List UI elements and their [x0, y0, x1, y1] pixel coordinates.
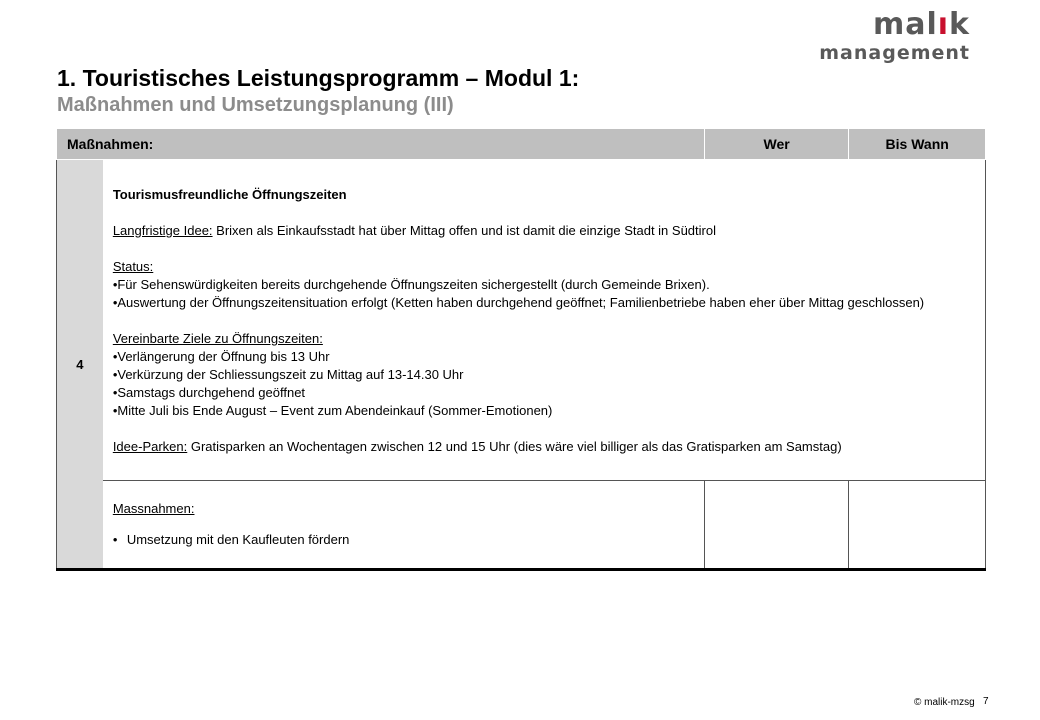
- measures-item-text: Umsetzung mit den Kaufleuten fördern: [126, 532, 350, 547]
- status-item: •Für Sehenswürdigkeiten bereits durchgehende Öffnungszeiten sichergestellt (durch Gemeinde Brixen).: [112, 277, 710, 292]
- parking-paragraph: [113, 438, 977, 456]
- header-measures: Maßnahmen:: [57, 129, 705, 160]
- measures-cell: [103, 481, 705, 570]
- table-row: [57, 481, 986, 570]
- logo-part-a: mal: [872, 7, 938, 42]
- bullet-icon: •: [112, 532, 118, 547]
- status-item: •Auswertung der Öffnungszeitensituation erfolgt (Ketten haben durchgehend geöffnet; Familienbetriebe haben eher über Mittag geschlossen): [112, 295, 925, 310]
- logo-wordmark: [819, 8, 970, 42]
- measures-label: Massnahmen:: [112, 501, 195, 516]
- malik-logo: [819, 8, 970, 64]
- header-when: Bis Wann: [849, 129, 986, 160]
- goal-item: •Mitte Juli bis Ende August – Event zum Abendeinkauf (Sommer-Emotionen): [112, 403, 553, 418]
- title-main: 1. Touristisches Leistungsprogramm – Modul 1:: [57, 65, 580, 91]
- parking-text: Gratisparken an Wochentagen zwischen 12 und 15 Uhr (dies wäre viel billiger als das Gratisparken am Samstag): [187, 439, 842, 454]
- row-number: 4: [57, 160, 103, 570]
- idea-label: Langfristige Idee:: [112, 223, 213, 238]
- status-label: Status:: [112, 259, 154, 274]
- goal-item: •Verlängerung der Öffnung bis 13 Uhr: [112, 349, 330, 364]
- measure-heading: Tourismusfreundliche Öffnungszeiten: [112, 187, 347, 202]
- logo-part-k: k: [949, 7, 970, 42]
- table-header-row: [57, 129, 986, 160]
- slide-title: [57, 64, 579, 118]
- logo-management: management: [819, 42, 970, 64]
- parking-label: Idee-Parken:: [112, 439, 188, 454]
- idea-text: Brixen als Einkaufsstadt hat über Mittag offen und ist damit die einzige Stadt in Südtirol: [212, 223, 716, 238]
- when-cell: [849, 481, 986, 570]
- goal-item: •Verkürzung der Schliessungszeit zu Mittag auf 13-14.30 Uhr: [112, 367, 464, 382]
- goal-item: •Samstags durchgehend geöffnet: [112, 385, 306, 400]
- measures-item: [113, 531, 696, 549]
- page-number: 7: [983, 696, 989, 707]
- header-who: Wer: [704, 129, 849, 160]
- logo-part-i: ı: [937, 7, 950, 42]
- goals-label: Vereinbarte Ziele zu Öffnungszeiten:: [112, 331, 323, 346]
- title-sub: Maßnahmen und Umsetzungsplanung (III): [57, 94, 454, 116]
- table-row: [57, 160, 986, 481]
- idea-paragraph: [113, 222, 977, 240]
- footer-copyright: © malik-mzsg: [914, 697, 975, 708]
- measures-table: [56, 128, 986, 571]
- measure-description: [103, 160, 986, 481]
- who-cell: [704, 481, 849, 570]
